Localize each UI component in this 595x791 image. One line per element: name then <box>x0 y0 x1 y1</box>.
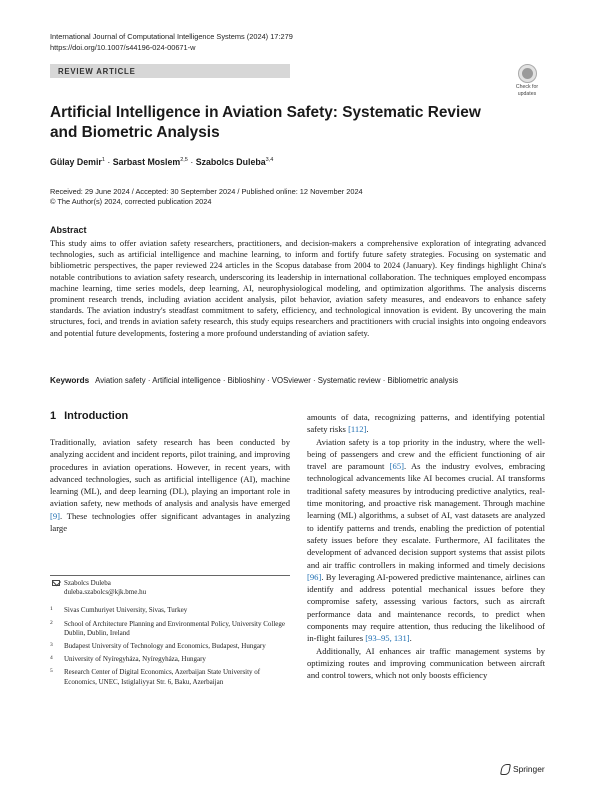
article-title: Artificial Intelligence in Aviation Safety: Systematic Review and Biometric Analysis <box>50 104 481 141</box>
citation-link[interactable]: [112] <box>348 424 367 435</box>
corr-email[interactable]: duleba.szabolcs@kjk.bme.hu <box>64 588 147 597</box>
publisher-name: Springer <box>513 764 545 774</box>
keywords-label: Keywords <box>50 376 90 385</box>
keywords <box>50 376 560 385</box>
citation-link[interactable]: [93–95, 131] <box>365 633 410 644</box>
check-updates-icon <box>518 64 537 83</box>
dates-line: Received: 29 June 2024 / Accepted: 30 September 2024 / Published online: 12 November 2024 <box>50 187 363 196</box>
publisher-logo <box>500 764 545 774</box>
author-affil: 2,5 <box>180 157 188 163</box>
paragraph: amounts of data, recognizing patterns, and identifying potential safety risks [112]. <box>307 412 545 435</box>
paragraph: Additionally, AI enhances air traffic management systems by optimizing routes and improving communication between aircraft and control towers, which not only boosts efficiency <box>307 645 545 681</box>
author-separator: · <box>107 157 111 167</box>
citation-link[interactable]: [65] <box>389 461 404 472</box>
author-list <box>50 157 273 167</box>
section-number: 1 <box>50 410 57 422</box>
author-affil: 3,4 <box>265 157 274 163</box>
citation-link[interactable]: [96] <box>307 571 322 582</box>
abstract-heading: Abstract <box>50 225 87 235</box>
right-column-text <box>307 411 545 682</box>
check-updates-line1: Check for <box>515 84 539 90</box>
author-name[interactable]: Sarbast Moslem <box>112 157 181 167</box>
journal-citation: International Journal of Computational Intelligence Systems (2024) 17:279 <box>50 32 293 41</box>
section-title: Introduction <box>64 410 129 422</box>
abstract-text: This study aims to offer aviation safety researchers, practitioners, and decision-makers a comprehensive exploration of integrating advanced technologies, such as artificial intelligence and machine learning, to inform and fortify future safety strategies. Focusing on systematic and bibliometric perspectives, the paper reviewed 224 articles in the Scopus database from 2004 to 2024 (January). Key findings highlight China's notable contributions to aviation safety research, underscoring its leadership in international collaboration. The techniques employed encompass machine learning, time series models, deep learning, AI, neurophysiological modeling, and optimization algorithms. The analysis discerns prominent research trends, including aviation accident analysis, pilot behavior, aviation safety measures, and endeavors to enhance safety standards. The aviation industry's steadfast commitment to safety, efficiency, and technological innovation is evident. By uncovering the main structures, foci, and trends in aviation safety research, this study equips researchers and practitioners with crucial insights into ongoing endeavors and potential future developments, fostering a more profound understanding of aviation safety. <box>50 239 546 338</box>
author-name[interactable]: Szabolcs Duleba <box>195 157 266 167</box>
citation-link[interactable]: [9] <box>50 510 61 521</box>
affiliation: 5 Research Center of Digital Economics, Azerbaijan State University of Economics, UNEC, Istiglaliyyat Str. 6, Baku, Azerbaijan <box>50 668 261 686</box>
paragraph: Traditionally, aviation safety research has been conducted by analyzing accident and incident reports, pilot training, and improving procedures in aviation operations. However, in recent years, with advanced technologies, such as artificial intelligence (AI), machine learning (ML), and deep learning (DL), playing an important role in aviation safety, new methods of analysis and analysis have emerged [9]. These technologies offer significant advantages in analyzing large <box>50 437 290 534</box>
author-separator: · <box>190 157 194 167</box>
envelope-icon <box>52 580 60 586</box>
paragraph: Aviation safety is a top priority in the industry, where the well-being of passengers and crew and the efficient functioning of air travel are paramount [65]. As the industry evolves, embracing technological advancements like AI becomes crucial. AI transforms traditional safety measures by introducing predictive analytics, real-time monitoring, and proactive risk management. Through machine learning (ML) algorithms, a subset of AI, vast datasets are analyzed to identify patterns and trends, enabling the prediction of potential safety issues before they escalate. Furthermore, AI facilitates the development of advanced decision support systems that assist pilots and air traffic controllers in making informed and timely decisions [96]. By leveraging AI-powered predictive maintenance, airlines can identify and address potential mechanical issues before they compromise safety, assessing various factors, such as aircraft performance data and maintenance records, to predict when components may require attention, thus reducing the likelihood of in-flight failures [93–95, 131]. <box>307 436 545 644</box>
springer-horse-icon <box>500 764 510 774</box>
corr-name: Szabolcs Duleba <box>64 579 111 587</box>
check-updates-line2: updates <box>517 91 537 97</box>
author-name[interactable]: Gülay Demir <box>50 157 102 167</box>
doi-link[interactable]: https://doi.org/10.1007/s44196-024-00671-w <box>50 42 196 52</box>
check-for-updates-button[interactable] <box>511 64 543 98</box>
copyright-line: © The Author(s) 2024, corrected publication 2024 <box>50 197 212 206</box>
article-type-label: REVIEW ARTICLE <box>58 66 136 76</box>
affiliation: 1 Sivas Cumhuriyet University, Sivas, Turkey <box>50 606 188 615</box>
publication-dates <box>50 187 363 207</box>
article-type-badge <box>50 64 290 78</box>
affiliation: 3 Budapest University of Technology and Economics, Budapest, Hungary <box>50 642 266 651</box>
journal-header <box>50 32 293 53</box>
affiliation: 2 School of Architecture Planning and Environmental Policy, University College Dublin, Dublin, Ireland <box>50 619 285 637</box>
keywords-text: Aviation safety · Artificial intelligence · Biblioshiny · VOSviewer · Systematic review · Bibliometric analysis <box>95 376 459 385</box>
section-heading <box>50 410 128 422</box>
author-affil: 1 <box>101 157 105 163</box>
corresponding-author <box>50 579 290 597</box>
left-column-text <box>50 436 290 534</box>
footnotes <box>50 575 290 691</box>
affiliation: 4 University of Nyíregyháza, Nyíregyháza, Hungary <box>50 655 206 664</box>
